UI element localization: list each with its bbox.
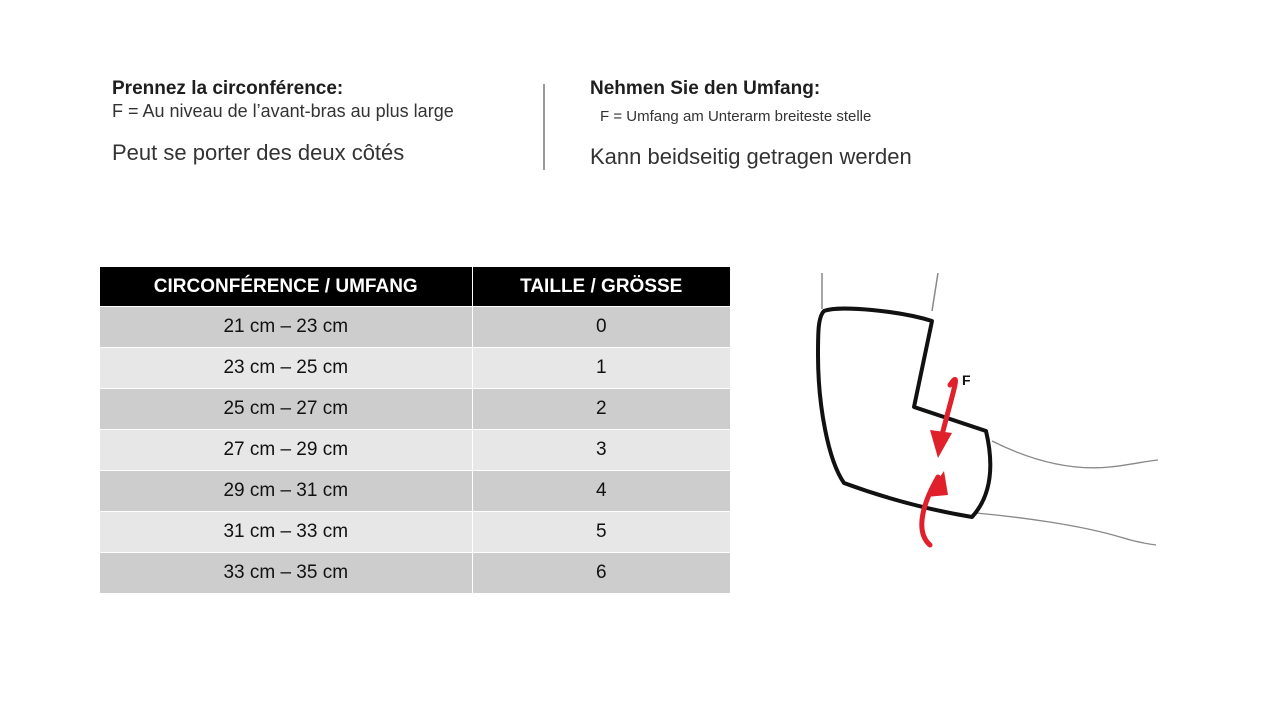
table-row [100,512,730,553]
size-cell: 1 [472,348,730,389]
circumference-cell: 21 cm – 23 cm [100,307,472,348]
circumference-cell: 29 cm – 31 cm [100,471,472,512]
intro-german-note: Kann beidseitig getragen werden [590,144,912,169]
table-row [100,430,730,471]
intro-german-heading: Nehmen Sie den Umfang: [590,78,821,99]
elbow-sleeve-illustration [780,255,1180,565]
circumference-cell: 25 cm – 27 cm [100,389,472,430]
intro-french-definition: F = Au niveau de l’avant-bras au plus large [112,101,454,121]
header-size: TAILLE / GRÖSSE [472,267,730,307]
size-table-header-row [100,267,730,307]
sleeve-outline [818,309,990,517]
forearm-outline [976,441,1158,545]
size-cell: 6 [472,553,730,594]
size-table [100,267,730,593]
header-circumference: CIRCONFÉRENCE / UMFANG [100,267,472,307]
table-row [100,307,730,348]
circumference-cell: 33 cm – 35 cm [100,553,472,594]
intro-french [112,78,532,166]
size-cell: 0 [472,307,730,348]
circumference-cell: 31 cm – 33 cm [100,512,472,553]
table-row [100,553,730,594]
circumference-cell: 27 cm – 29 cm [100,430,472,471]
table-row [100,389,730,430]
circumference-cell: 23 cm – 25 cm [100,348,472,389]
upper-arm-outline [822,273,938,311]
size-cell: 5 [472,512,730,553]
intro-german-definition: F = Umfang am Unterarm breiteste stelle [600,108,872,125]
table-row [100,348,730,389]
intro-french-heading: Prennez la circonférence: [112,78,344,99]
intro-french-note: Peut se porter des deux côtés [112,140,405,165]
language-divider [543,84,545,170]
size-cell: 3 [472,430,730,471]
size-cell: 2 [472,389,730,430]
intro-german [590,78,1010,170]
table-row [100,471,730,512]
measure-label: F [962,372,971,388]
size-cell: 4 [472,471,730,512]
